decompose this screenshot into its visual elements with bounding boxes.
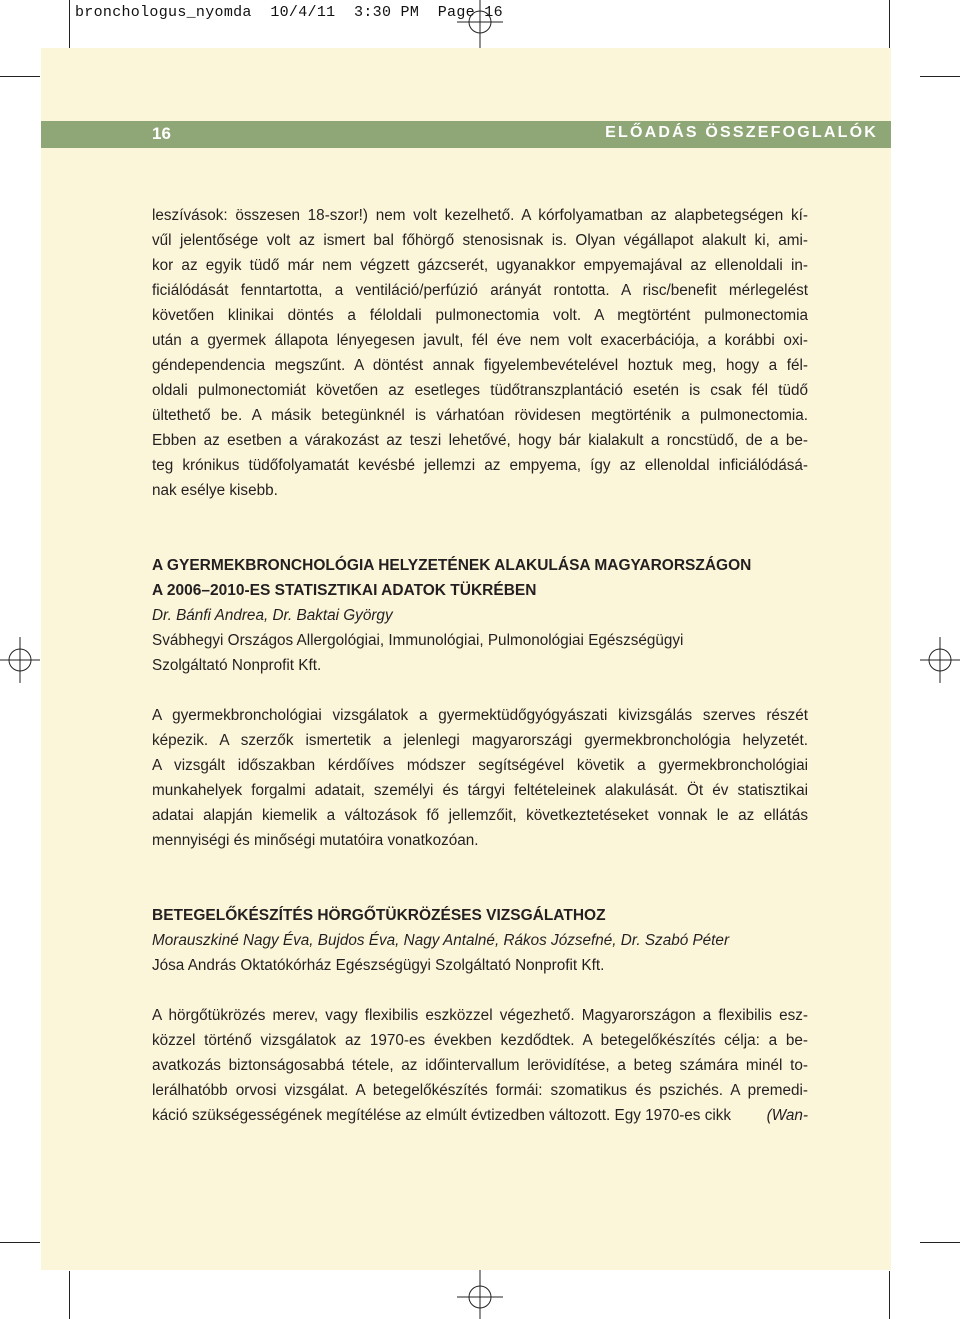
- paragraph-line: adatai alapján kiemelik a változások fő jellemzőit, következtetéseket vonnak le az ellátás: [152, 807, 808, 824]
- paragraph-line: Ebben az esetben a várakozást az teszi lehetővé, hogy bár kialakult a roncstüdő, de a be-: [152, 432, 808, 449]
- paragraph-line: A gyermekbronchológiai vizsgálatok a gyermektüdőgyógyászati kivizsgálás szerves részét: [152, 707, 808, 724]
- paragraph-line: követően klinikai döntés a féloldali pulmonectomia volt. A megtörtént pulmonectomia: [152, 307, 808, 324]
- paragraph-line: teg krónikus tüdőfolyamatát kevésbé jellemzi az empyema, így az ellenoldal inficiálódásá-: [152, 457, 808, 474]
- registration-mark-icon: [0, 635, 40, 685]
- section-title: ELŐADÁS ÖSSZEFOGLALÓK: [605, 124, 878, 141]
- crop-mark: [889, 0, 890, 48]
- registration-mark-icon: [920, 635, 960, 685]
- paragraph-line: munkahelyek forgalmi adatait, személyi és tárgyi feltételeinek alakulását. Öt év statisztikai: [152, 782, 808, 799]
- registration-mark-icon: [455, 0, 505, 48]
- abstract-title: A GYERMEKBRONCHOLÓGIA HELYZETÉNEK ALAKULÁSA MAGYARORSZÁGON: [152, 557, 752, 574]
- abstract-authors: Dr. Bánfi Andrea, Dr. Baktai György: [152, 607, 393, 624]
- abstract-institution: Jósa András Oktatókórház Egészségügyi Szolgáltató Nonprofit Kft.: [152, 957, 605, 974]
- abstract-authors: Morauszkiné Nagy Éva, Bujdos Éva, Nagy Antalné, Rákos Józsefné, Dr. Szabó Péter: [152, 932, 730, 949]
- paragraph-line: közzel történő vizsgálatok az 1970-es években kezdődtek. A betegelőkészítés célja: a be-: [152, 1032, 808, 1049]
- paragraph-line: után a gyermek állapota lényegesen javult, fél éve nem volt exacerbációja, a korábbi oxi-: [152, 332, 808, 349]
- paragraph-line: kor az egyik tüdő már nem végzett gázcserét, ugyanakkor empyemajával az ellenoldali in-: [152, 257, 808, 274]
- page-number: 16: [152, 124, 171, 143]
- abstract-institution: Svábhegyi Országos Allergológiai, Immunológiai, Pulmonológiai Egészségügyi: [152, 632, 684, 649]
- printer-slug: bronchologus_nyomda 10/4/11 3:30 PM Page 16: [75, 4, 503, 21]
- crop-mark: [69, 0, 70, 48]
- line-text: káció szükségességének megítélése az elmúlt évtizedben változott. Egy 1970-es cikk: [152, 1107, 732, 1124]
- paragraph-line: avatkozás biztonságosabbá tétele, az időintervallum lerövidítése, a beteg számára minél to-: [152, 1057, 808, 1074]
- paragraph-line: nak esélye kisebb.: [152, 482, 278, 499]
- paragraph-line: képezik. A szerzők ismertetik a jelenlegi magyarországi gyermekbronchológia helyzetét.: [152, 732, 808, 749]
- abstract-title: A 2006–2010-ES STATISZTIKAI ADATOK TÜKRÉBEN: [152, 582, 537, 599]
- paragraph-line: mennyiségi és minőségi mutatóira vonatkozóan.: [152, 832, 479, 849]
- paragraph-line: lerálhatóbb orvosi vizsgálat. A betegelőkészítés formái: szomatikus és pszichés. A premedi-: [152, 1082, 808, 1099]
- line-text-italic: (Wan-: [766, 1107, 808, 1124]
- paragraph-line: A vizsgált időszakban kérdőíves módszer segítségével követik a gyermekbronchológiai: [152, 757, 808, 774]
- crop-mark: [0, 1242, 40, 1243]
- crop-mark: [920, 1242, 960, 1243]
- paragraph-line: [152, 1107, 808, 1125]
- registration-mark-icon: [455, 1270, 505, 1319]
- paragraph-line: leszívások: összesen 18-szor!) nem volt kezelhető. A kórfolyamatban az alapbetegségen kí-: [152, 207, 808, 224]
- abstract-title: BETEGELŐKÉSZÍTÉS HÖRGŐTÜKRÖZÉSES VIZSGÁLATHOZ: [152, 907, 606, 924]
- paragraph-line: ültethető be. A másik betegünknél is várhatóan rövidesen megtörténik a pulmonectomia.: [152, 407, 808, 424]
- paragraph-line: géndependencia megszűnt. A döntést annak figyelembevételével hoztuk meg, hogy a fél-: [152, 357, 808, 374]
- crop-mark: [920, 76, 960, 77]
- crop-mark: [69, 1271, 70, 1319]
- abstract-institution: Szolgáltató Nonprofit Kft.: [152, 657, 322, 674]
- paragraph-line: vűl jelentősége volt az ismert bal főhörgő stenosisnak is. Olyan végállapot alakult ki, ami-: [152, 232, 808, 249]
- crop-mark: [889, 1271, 890, 1319]
- paragraph-line: ficiálódását fenntartotta, a ventiláció/perfúzió arányát rontotta. A risc/benefit mérlegelést: [152, 282, 808, 299]
- paragraph-line: A hörgőtükrözés merev, vagy flexibilis eszközzel végezhető. Magyarországon a flexibilis esz-: [152, 1007, 808, 1024]
- crop-mark: [0, 76, 40, 77]
- paragraph-line: oldali pulmonectomiát követően az esetleges tüdőtranszplantáció esetén is csak fél tüdő: [152, 382, 808, 399]
